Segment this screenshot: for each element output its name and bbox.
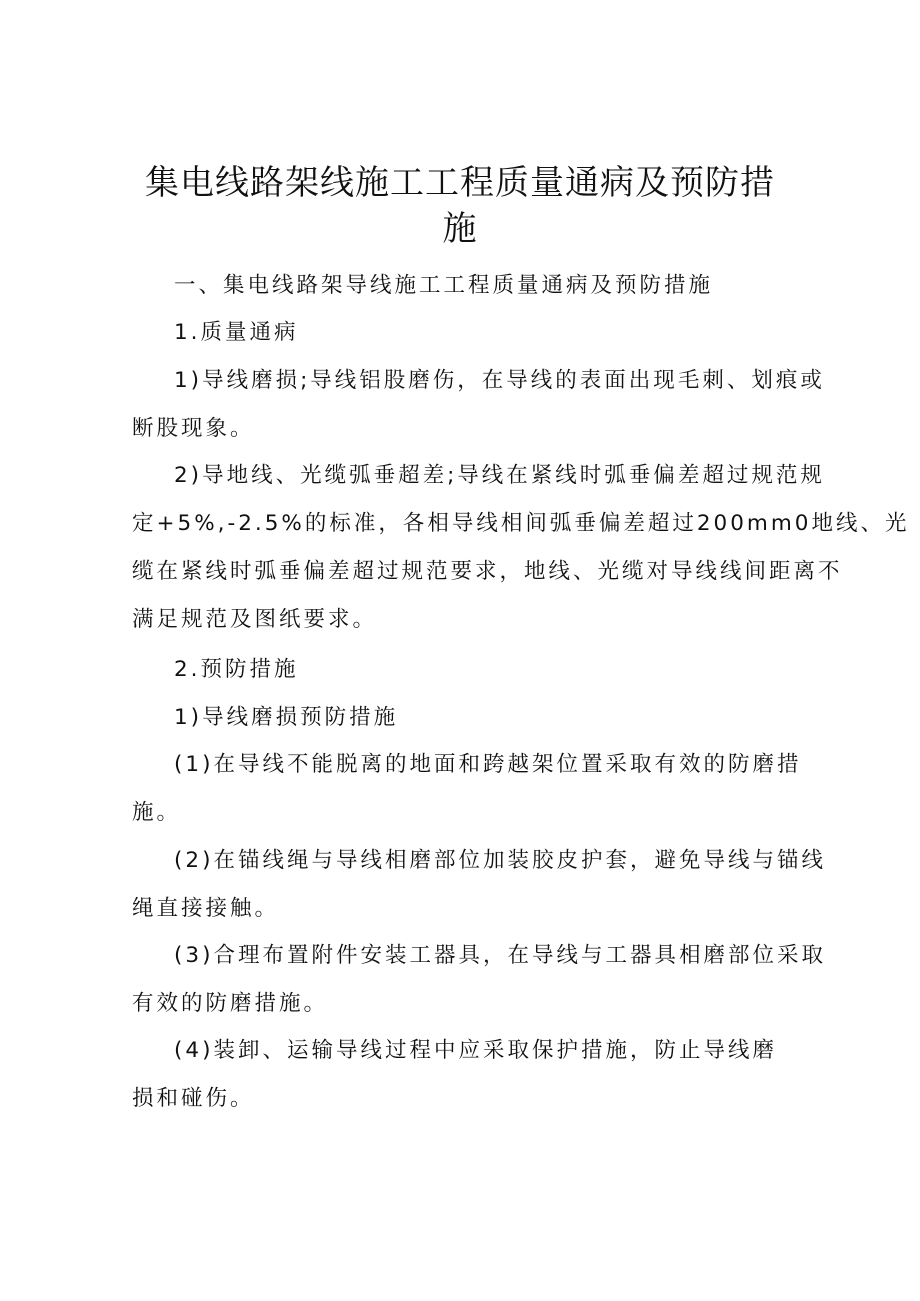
text-line: (2)在锚线绳与导线相磨部位加装胶皮护套，避免导线与锚线 [174,848,826,873]
text-line: (4)装卸、运输导线过程中应采取保护措施，防止导线磨 [174,1038,777,1063]
subheading-prevention [132,646,798,694]
text-line: (1)在导线不能脱离的地面和跨越架位置采取有效的防磨措 [174,752,802,777]
text-line: 满足规范及图纸要求。 [132,607,378,632]
text-line: 1.质量通病 [174,320,299,345]
section-heading-1 [132,262,798,310]
text-line: 损和碰伤。 [132,1086,255,1111]
paragraph-sag-deviation [132,452,910,644]
text-line: 缆在紧线时弧垂偏差超过规范要求，地线、光缆对导线线间距离不 [132,559,843,584]
paragraph-abrasion-prevention-heading [132,694,798,742]
text-line: 有效的防磨措施。 [132,991,329,1016]
title-line: 集电线路架线施工工程质量通病及预防措 [145,163,775,203]
list-item-3 [132,932,826,1028]
document-title [130,160,790,252]
subheading-quality-defects [132,309,798,357]
text-line: 定+5%,-2.5%的标准，各相导线相间弧垂偏差超过200mm0地线、光 [132,511,910,536]
paragraph-wire-abrasion [132,357,825,453]
text-line: 2.预防措施 [174,657,299,682]
text-line: 1)导线磨损预防措施 [174,705,399,730]
text-line: 2)导地线、光缆弧垂超差;导线在紧线时弧垂偏差超过规范规 [174,463,825,488]
list-item-2 [132,837,826,933]
text-line: 绳直接接触。 [132,896,280,921]
text-line: 一、集电线路架导线施工工程质量通病及预防措施 [174,273,714,298]
text-line: 断股现象。 [132,416,255,441]
text-line: 施。 [132,800,182,825]
title-line: 施 [442,209,478,249]
list-item-4 [132,1027,798,1123]
list-item-1 [132,741,802,837]
text-line: 1)导线磨损;导线铝股磨伤，在导线的表面出现毛刺、划痕或 [174,368,825,393]
text-line: (3)合理布置附件安装工器具，在导线与工器具相磨部位采取 [174,943,826,968]
